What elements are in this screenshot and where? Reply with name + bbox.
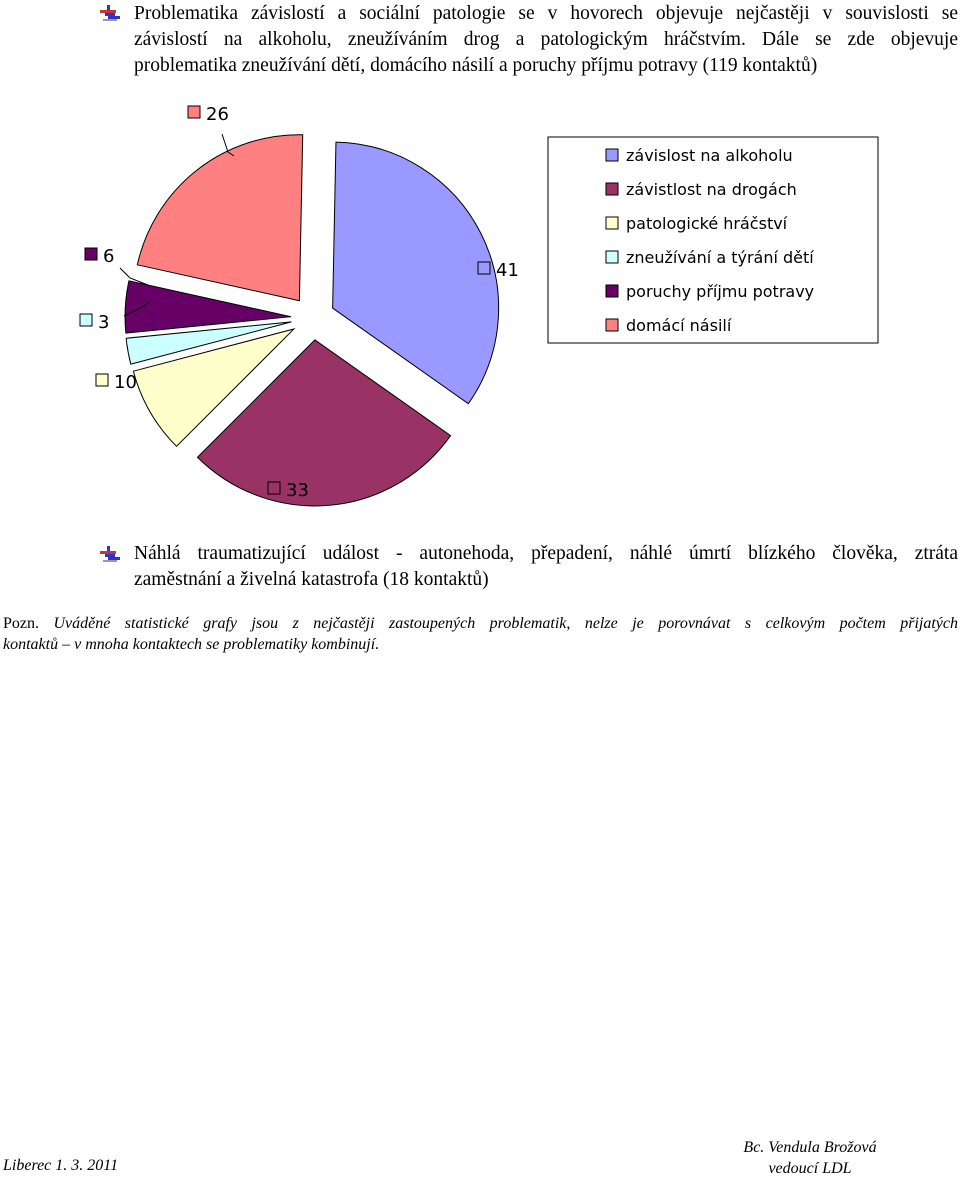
footer-signature bbox=[720, 1137, 900, 1179]
value-label: 41 bbox=[496, 260, 519, 281]
legend-label: závistlost na drogách bbox=[626, 180, 797, 199]
value-label: 3 bbox=[98, 312, 110, 333]
pie-slices bbox=[125, 135, 499, 506]
value-label: 33 bbox=[286, 480, 309, 501]
chart-legend bbox=[548, 137, 878, 343]
pie-chart bbox=[0, 90, 960, 501]
footer-author: Bc. Vendula Brožová bbox=[743, 1139, 877, 1156]
paragraph-line: závislostí na alkoholu, zneužíváním drog a patologickým hráčstvím. Dále se zde objevuje bbox=[134, 29, 958, 50]
legend-swatch bbox=[606, 149, 618, 161]
paragraph-addiction-intro bbox=[134, 1, 958, 79]
flag-bullet-icon bbox=[100, 546, 120, 564]
legend-swatch bbox=[606, 285, 618, 297]
legend-swatch bbox=[606, 251, 618, 263]
flag-bullet-icon bbox=[100, 5, 120, 23]
note-prefix: Pozn. bbox=[3, 615, 39, 632]
note-line bbox=[3, 634, 958, 655]
paragraph-line: problematika zneužívání dětí, domácího násilí a poruchy příjmu potravy (119 kontaktů) bbox=[134, 55, 818, 76]
legend-swatch bbox=[606, 183, 618, 195]
value-label-marker bbox=[188, 106, 200, 118]
legend-label: poruchy příjmu potravy bbox=[626, 282, 815, 301]
paragraph-line: zaměstnání a živelná katastrofa (18 kontaktů) bbox=[134, 569, 489, 590]
paragraph-trauma-events bbox=[134, 541, 958, 593]
note-line bbox=[3, 613, 958, 634]
paragraph-line: Problematika závislostí a sociální patologie se v hovorech objevuje nejčastěji v souvislosti se bbox=[134, 3, 958, 24]
value-label-marker bbox=[268, 482, 280, 494]
value-label-marker bbox=[478, 262, 490, 274]
value-label-marker bbox=[96, 374, 108, 386]
note-text: kontaktů – v mnoha kontaktech se problematiky kombinují. bbox=[3, 636, 380, 653]
value-label-marker bbox=[80, 314, 92, 326]
pie-slice bbox=[333, 142, 499, 404]
legend-label: domácí násilí bbox=[626, 316, 732, 335]
note bbox=[3, 613, 958, 655]
value-label: 26 bbox=[206, 104, 229, 125]
note-text: Uváděné statistické grafy jsou z nejčastěji zastoupených problematik, nelze je porovnávat s celkovým počtem přijatých bbox=[53, 615, 959, 632]
paragraph-line: Náhlá traumatizující událost - autonehoda, přepadení, náhlé úmrtí blízkého člověka, ztráta bbox=[134, 543, 958, 564]
pie-slice bbox=[137, 135, 302, 301]
legend-box bbox=[548, 137, 878, 343]
value-label: 6 bbox=[103, 246, 115, 267]
value-label-marker bbox=[85, 248, 97, 260]
legend-swatch bbox=[606, 319, 618, 331]
footer-place-date: Liberec 1. 3. 2011 bbox=[3, 1157, 119, 1174]
legend-swatch bbox=[606, 217, 618, 229]
value-label: 10 bbox=[114, 372, 137, 393]
legend-label: zneužívání a týrání dětí bbox=[626, 248, 814, 267]
legend-label: závislost na alkoholu bbox=[626, 146, 793, 165]
legend-label: patologické hráčství bbox=[626, 214, 788, 233]
footer-role: vedoucí LDL bbox=[768, 1160, 852, 1177]
